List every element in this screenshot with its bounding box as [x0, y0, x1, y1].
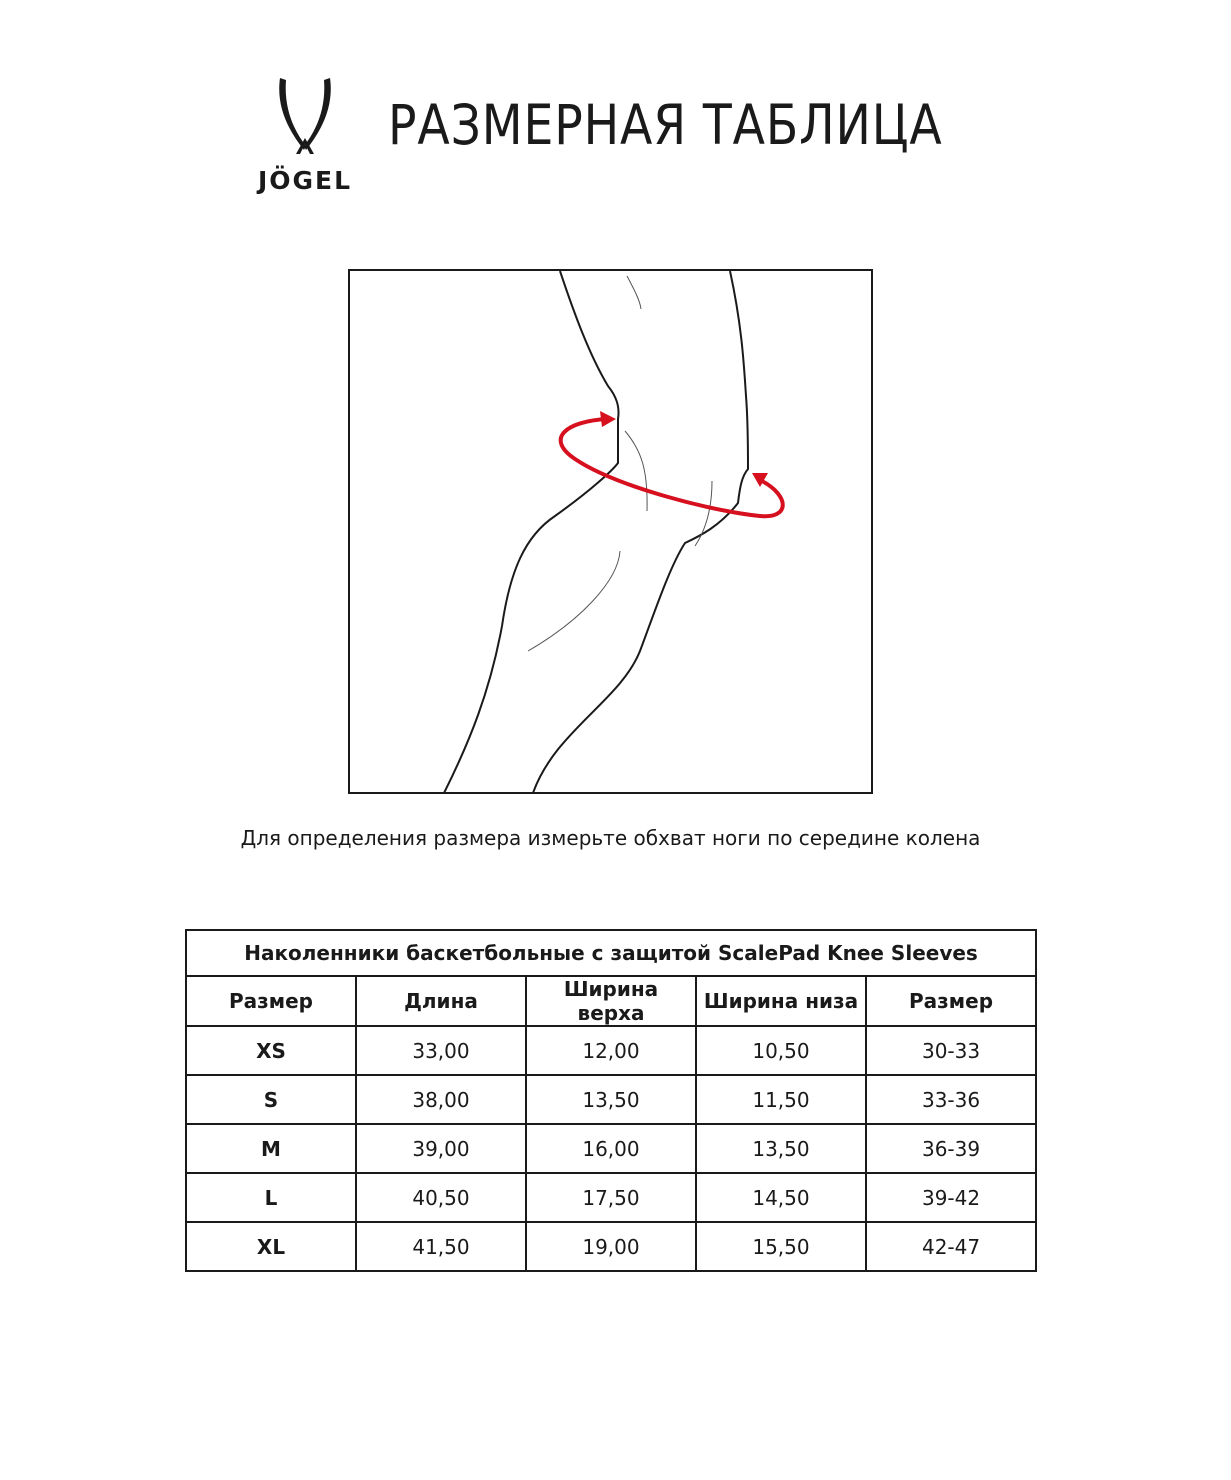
table-cell: 12,00 [526, 1026, 696, 1075]
column-header: Длина [356, 976, 526, 1026]
table-cell: 19,00 [526, 1222, 696, 1271]
table-cell: S [186, 1075, 356, 1124]
table-cell: L [186, 1173, 356, 1222]
table-cell: 36-39 [866, 1124, 1036, 1173]
table-row [186, 1222, 1036, 1271]
brand-logo [244, 76, 366, 194]
knee-measurement-illustration [348, 269, 873, 794]
table-cell: 42-47 [866, 1222, 1036, 1271]
table-cell: 33,00 [356, 1026, 526, 1075]
table-cell: 15,50 [696, 1222, 866, 1271]
table-cell: 11,50 [696, 1075, 866, 1124]
table-row [186, 1124, 1036, 1173]
measurement-arrow-icon [350, 271, 871, 792]
brand-mark-icon [274, 76, 336, 156]
table-cell: 10,50 [696, 1026, 866, 1075]
table-cell: XL [186, 1222, 356, 1271]
measurement-instruction: Для определения размера измерьте обхват ноги по середине колена [240, 826, 981, 850]
table-caption-row [186, 930, 1036, 976]
table-cell: 39-42 [866, 1173, 1036, 1222]
table-cell: 41,50 [356, 1222, 526, 1271]
column-header: Ширина низа [696, 976, 866, 1026]
table-cell: 16,00 [526, 1124, 696, 1173]
table-cell: 40,50 [356, 1173, 526, 1222]
table-cell: 17,50 [526, 1173, 696, 1222]
page-title: РАЗМЕРНАЯ ТАБЛИЦА [388, 93, 943, 157]
table-cell: 33-36 [866, 1075, 1036, 1124]
table-cell: 14,50 [696, 1173, 866, 1222]
table-cell: 39,00 [356, 1124, 526, 1173]
column-header: Размер [186, 976, 356, 1026]
column-header: Размер [866, 976, 1036, 1026]
table-row [186, 1026, 1036, 1075]
size-table [185, 929, 1037, 1272]
table-cell: 13,50 [696, 1124, 866, 1173]
table-cell: M [186, 1124, 356, 1173]
table-cell: 38,00 [356, 1075, 526, 1124]
table-cell: 13,50 [526, 1075, 696, 1124]
table-row [186, 1075, 1036, 1124]
table-header-row [186, 976, 1036, 1026]
table-cell: 30-33 [866, 1026, 1036, 1075]
brand-logo-text: JÖGEL [257, 166, 353, 195]
table-caption: Наколенники баскетбольные с защитой ScalePad Knee Sleeves [186, 930, 1036, 976]
table-row [186, 1173, 1036, 1222]
column-header: Ширина верха [526, 976, 696, 1026]
table-cell: XS [186, 1026, 356, 1075]
